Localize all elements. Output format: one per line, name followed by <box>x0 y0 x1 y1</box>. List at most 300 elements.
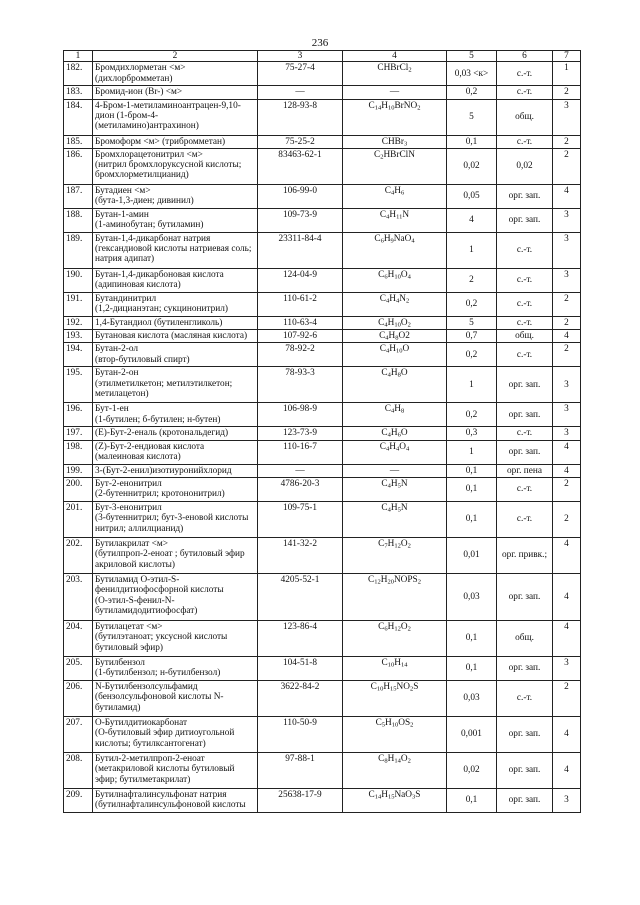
row-number-cell: 205. <box>64 657 93 681</box>
formula-symbol: H <box>394 658 401 669</box>
hazard-class-cell: 2 <box>553 343 581 367</box>
column-number-row <box>64 51 581 62</box>
formula-subscript: 2 <box>417 578 421 586</box>
substance-name-cell: Бромхлорацетонитрил <м> (нитрил бромхлоруксусной кислоты; бромхлорметилцианид) <box>93 148 258 184</box>
cas-number-cell: 75-25-2 <box>258 135 343 148</box>
formula-cell <box>343 292 447 316</box>
harm-indicator-cell: орг. зап. <box>497 184 553 208</box>
formula-symbol: H <box>387 754 395 765</box>
formula-symbol: C <box>378 754 385 765</box>
harm-indicator-cell: общ. <box>497 621 553 657</box>
formula-symbol: S <box>415 790 421 801</box>
formula-symbol: BrNO <box>394 100 418 111</box>
formula-subscript: 4 <box>384 321 388 329</box>
harm-indicator-cell: с.-т. <box>497 62 553 86</box>
formula-cell <box>343 538 447 574</box>
formula-symbol: CHBrCl <box>377 63 409 74</box>
row-number-cell: 189. <box>64 232 93 268</box>
formula-symbol: C <box>370 682 377 693</box>
cas-number-cell: 106-99-0 <box>258 184 343 208</box>
cas-number-cell: 4205-52-1 <box>258 574 343 621</box>
hazard-class-cell: 4 <box>553 464 581 477</box>
table-row <box>64 621 581 657</box>
formula-symbol: O <box>400 269 408 280</box>
formula-cell <box>343 148 447 184</box>
formula-symbol: HBrClN <box>383 149 415 160</box>
row-number-cell: 186. <box>64 148 93 184</box>
table-body <box>64 62 581 813</box>
formula-subscript: 4 <box>395 297 400 305</box>
cas-number-cell: 110-61-2 <box>258 292 343 316</box>
formula-cell <box>343 99 447 135</box>
column-header: 5 <box>447 51 497 62</box>
substance-name-cell: Бутилбензол (1-бутилбензол; н-бутилбензол) <box>93 657 258 681</box>
formula-subscript: 2 <box>380 153 384 161</box>
harm-indicator-cell: орг. зап. <box>497 657 553 681</box>
formula-subscript: 5 <box>397 482 401 490</box>
formula-symbol: C <box>379 344 386 355</box>
harm-indicator-cell: орг. привк.; <box>497 538 553 574</box>
table-row <box>64 330 581 343</box>
formula-symbol: H <box>390 368 398 379</box>
formula-symbol: O <box>400 539 408 550</box>
cas-number-cell: 110-50-9 <box>258 717 343 753</box>
formula-symbol: H <box>380 575 388 586</box>
norm-value-cell: 5 <box>447 316 497 329</box>
hazard-class-cell: 4 <box>553 440 581 464</box>
formula-subscript: 10 <box>394 321 401 329</box>
formula-subscript: 4 <box>390 407 395 415</box>
table-row <box>64 86 581 99</box>
table-row <box>64 148 581 184</box>
formula-cell <box>343 86 447 99</box>
formula-symbol: C <box>379 209 387 220</box>
formula-symbol: O <box>400 317 408 328</box>
formula-cell <box>343 478 447 502</box>
norm-value-cell: 0,1 <box>447 789 497 813</box>
norm-value-cell: 2 <box>447 268 497 292</box>
formula-cell <box>343 440 447 464</box>
formula-symbol: H <box>390 503 398 514</box>
harm-indicator-cell: с.-т. <box>497 427 553 440</box>
table-row <box>64 208 581 232</box>
table-row <box>64 464 581 477</box>
formula-subscript: 8 <box>395 334 399 342</box>
formula-cell <box>343 208 447 232</box>
cas-number-cell: 75-27-4 <box>258 62 343 86</box>
norm-value-cell: 0,001 <box>447 717 497 753</box>
hazard-class-cell: 4 <box>553 717 581 753</box>
norm-value-cell: 0,1 <box>447 621 497 657</box>
formula-cell <box>343 789 447 813</box>
norm-value-cell: 0,03 <box>447 574 497 621</box>
substance-name-cell: N-Бутилбензолсульфамид (бензолсульфоновой кислоты N- бутиламид) <box>93 681 258 717</box>
formula-symbol: NOPS <box>393 575 418 586</box>
table-row <box>64 62 581 86</box>
table-row <box>64 403 581 427</box>
formula-cell <box>343 232 447 268</box>
formula-subscript: 9 <box>390 237 394 245</box>
hazard-class-cell: 4 <box>553 753 581 789</box>
formula-subscript: 6 <box>400 189 405 197</box>
hazard-class-cell: 2 <box>553 292 581 316</box>
formula-symbol: H <box>381 100 388 111</box>
formula-subscript: 4 <box>385 334 389 342</box>
formula-symbol: H <box>387 622 395 633</box>
cas-number-cell: 83463-62-1 <box>258 148 343 184</box>
formula-symbol: C <box>368 100 375 111</box>
formula-symbol: C <box>374 149 381 160</box>
substance-name-cell: Бутилакрилат <м> (бутилпроп-2-еноат ; бутиловый эфир акриловой кислоты) <box>93 538 258 574</box>
hazard-class-cell: 3 <box>553 268 581 292</box>
formula-symbol: OS <box>398 718 411 729</box>
formula-symbol: C <box>378 539 385 550</box>
row-number-cell: 184. <box>64 99 93 135</box>
cas-number-cell: 123-86-4 <box>258 621 343 657</box>
formula-symbol: H <box>381 790 388 801</box>
norm-value-cell: 0,01 <box>447 538 497 574</box>
formula-symbol: O <box>400 754 408 765</box>
cas-number-cell: 78-93-3 <box>258 367 343 403</box>
hazard-class-cell: 4 <box>553 538 581 574</box>
cas-number-cell: 25638-17-9 <box>258 789 343 813</box>
hygiene-standards-table <box>63 50 581 813</box>
formula-subscript: 4 <box>390 189 395 197</box>
formula-symbol: H <box>389 293 396 304</box>
formula-cell <box>343 464 447 477</box>
formula-symbol: H <box>389 209 397 220</box>
norm-value-cell: 0,1 <box>447 502 497 538</box>
formula-subscript: 14 <box>374 793 382 801</box>
harm-indicator-cell: 0,02 <box>497 148 553 184</box>
table-row <box>64 789 581 813</box>
row-number-cell: 193. <box>64 330 93 343</box>
substance-name-cell: (Е)-Бут-2-еналь (кротональдегид) <box>93 427 258 440</box>
table-row <box>64 657 581 681</box>
row-number-cell: 199. <box>64 464 93 477</box>
table-row <box>64 343 581 367</box>
cas-number-cell: 124-04-9 <box>258 268 343 292</box>
formula-subscript: 12 <box>394 542 401 550</box>
substance-name-cell: Бутан-1-амин (1-аминобутан; бутиламин) <box>93 208 258 232</box>
formula-symbol: NaO <box>394 790 413 801</box>
substance-name-cell: Бутан-2-он (этилметилкетон; метилэтилкетон; метилацетон) <box>93 367 258 403</box>
formula-symbol: H <box>389 441 396 452</box>
cas-number-cell: 141-32-2 <box>258 538 343 574</box>
formula-subscript: 15 <box>387 793 395 801</box>
formula-cell <box>343 403 447 427</box>
formula-subscript: 12 <box>394 625 401 633</box>
harm-indicator-cell: орг. зап. <box>497 403 553 427</box>
formula-cell <box>343 427 447 440</box>
formula-symbol: C <box>379 331 386 342</box>
row-number-cell: 187. <box>64 184 93 208</box>
formula-symbol: C <box>374 233 381 244</box>
harm-indicator-cell: с.-т. <box>497 268 553 292</box>
formula-symbol: O <box>400 428 408 439</box>
formula-cell <box>343 621 447 657</box>
row-number-cell: 190. <box>64 268 93 292</box>
hazard-class-cell: 2 <box>553 316 581 329</box>
norm-value-cell: 1 <box>447 367 497 403</box>
formula-subscript: 4 <box>405 445 410 453</box>
harm-indicator-cell: орг. зап. <box>497 208 553 232</box>
formula-subscript: 4 <box>386 213 390 221</box>
row-number-cell: 191. <box>64 292 93 316</box>
table-row <box>64 681 581 717</box>
formula-subscript: 2 <box>407 542 411 550</box>
formula-subscript: 12 <box>374 578 381 586</box>
table-row <box>64 427 581 440</box>
row-number-cell: 208. <box>64 753 93 789</box>
formula-subscript: 10 <box>387 661 395 669</box>
formula-symbol: C <box>378 269 385 280</box>
formula-subscript: 6 <box>384 273 388 281</box>
formula-subscript: 4 <box>386 445 390 453</box>
harm-indicator-cell: с.-т. <box>497 135 553 148</box>
formula-subscript: 4 <box>407 273 411 281</box>
norm-value-cell: 0,2 <box>447 403 497 427</box>
table-row <box>64 268 581 292</box>
substance-name-cell: Бут-2-енонитрил (2-бутеннитрил; кротононитрил) <box>93 478 258 502</box>
norm-value-cell: 0,2 <box>447 86 497 99</box>
formula-symbol: N <box>400 503 408 514</box>
formula-subscript: 14 <box>374 104 382 112</box>
cas-number-cell: — <box>258 464 343 477</box>
formula-symbol: — <box>389 465 400 476</box>
formula-symbol: C <box>381 368 388 379</box>
harm-indicator-cell: с.-т. <box>497 502 553 538</box>
formula-subscript: 6 <box>384 625 388 633</box>
substance-name-cell: 3-(Бут-2-енил)изотиуронийхлорид <box>93 464 258 477</box>
formula-symbol: — <box>389 87 400 98</box>
formula-subscript: 4 <box>386 297 390 305</box>
formula-cell <box>343 502 447 538</box>
formula-subscript: 2 <box>407 321 411 329</box>
table-row <box>64 232 581 268</box>
formula-subscript: 20 <box>387 578 394 586</box>
norm-value-cell: 0,1 <box>447 478 497 502</box>
norm-value-cell: 0,1 <box>447 135 497 148</box>
formula-symbol: O <box>400 622 408 633</box>
formula-symbol: C <box>381 428 388 439</box>
formula-symbol: H <box>388 331 396 342</box>
substance-name-cell: Бутандинитрил (1,2-дицианэтан; сукцинонитрил) <box>93 292 258 316</box>
formula-subscript: 3 <box>403 140 408 148</box>
table-row <box>64 502 581 538</box>
cas-number-cell: 97-88-1 <box>258 753 343 789</box>
formula-subscript: 2 <box>405 297 410 305</box>
row-number-cell: 188. <box>64 208 93 232</box>
formula-cell <box>343 657 447 681</box>
formula-subscript: 4 <box>386 347 390 355</box>
hazard-class-cell: 3 <box>553 208 581 232</box>
substance-name-cell: Бромид-ион (Br-) <м> <box>93 86 258 99</box>
substance-name-cell: 4-Бром-1-метиламиноантрацен-9,10- дион (1-бром-4- (метиламино)антрахинон) <box>93 99 258 135</box>
cas-number-cell: 123-73-9 <box>258 427 343 440</box>
harm-indicator-cell: орг. зап. <box>497 717 553 753</box>
formula-cell <box>343 62 447 86</box>
substance-name-cell: Бут-3-енонитрил (3-бутеннитрил; бут-3-еновой кислоты нитрил; аллилцианид) <box>93 502 258 538</box>
row-number-cell: 209. <box>64 789 93 813</box>
harm-indicator-cell: орг. зап. <box>497 440 553 464</box>
formula-subscript: 6 <box>397 431 401 439</box>
cas-number-cell: 23311-84-4 <box>258 232 343 268</box>
formula-symbol: H <box>389 344 396 355</box>
hazard-class-cell: 2 <box>553 478 581 502</box>
hazard-class-cell: 3 <box>553 427 581 440</box>
hazard-class-cell: 4 <box>553 330 581 343</box>
hazard-class-cell: 3 <box>553 789 581 813</box>
formula-subscript: 8 <box>397 371 401 379</box>
hazard-class-cell: 2 <box>553 86 581 99</box>
formula-cell <box>343 574 447 621</box>
row-number-cell: 200. <box>64 478 93 502</box>
formula-subscript: 4 <box>395 445 400 453</box>
table-row <box>64 717 581 753</box>
formula-subscript: 2 <box>410 721 414 729</box>
formula-subscript: 4 <box>387 371 391 379</box>
formula-symbol: C <box>379 293 386 304</box>
formula-symbol: O2 <box>398 331 410 342</box>
norm-value-cell: 0,05 <box>447 184 497 208</box>
table-row <box>64 135 581 148</box>
substance-name-cell: (Z)-Бут-2-ендиовая кислота (малеиновая кислота) <box>93 440 258 464</box>
cas-number-cell: 4786-20-3 <box>258 478 343 502</box>
formula-subscript: 14 <box>394 757 401 765</box>
cas-number-cell: — <box>258 86 343 99</box>
formula-symbol: O <box>399 441 406 452</box>
formula-cell <box>343 184 447 208</box>
table-row <box>64 367 581 403</box>
formula-symbol: H <box>383 682 391 693</box>
cas-number-cell: 109-73-9 <box>258 208 343 232</box>
formula-symbol: S <box>413 682 419 693</box>
formula-cell <box>343 717 447 753</box>
column-header: 4 <box>343 51 447 62</box>
formula-subscript: 2 <box>409 685 414 693</box>
row-number-cell: 201. <box>64 502 93 538</box>
hazard-class-cell: 2 <box>553 681 581 717</box>
formula-subscript: 4 <box>387 482 391 490</box>
norm-value-cell: 0,3 <box>447 427 497 440</box>
formula-cell <box>343 753 447 789</box>
hazard-class-cell: 4 <box>553 184 581 208</box>
norm-value-cell: 0,03 <к> <box>447 62 497 86</box>
harm-indicator-cell: с.-т. <box>497 316 553 329</box>
hazard-class-cell: 4 <box>553 621 581 657</box>
norm-value-cell: 0,1 <box>447 464 497 477</box>
table-row <box>64 316 581 329</box>
harm-indicator-cell: с.-т. <box>497 478 553 502</box>
hazard-class-cell: 3 <box>553 403 581 427</box>
formula-symbol: N <box>399 293 406 304</box>
formula-symbol: C <box>379 441 386 452</box>
norm-value-cell: 1 <box>447 440 497 464</box>
norm-value-cell: 5 <box>447 99 497 135</box>
formula-symbol: C <box>368 790 375 801</box>
cas-number-cell: 104-51-8 <box>258 657 343 681</box>
formula-subscript: 5 <box>381 721 386 729</box>
formula-symbol: O <box>402 344 410 355</box>
norm-value-cell: 4 <box>447 208 497 232</box>
formula-cell <box>343 268 447 292</box>
formula-cell <box>343 367 447 403</box>
harm-indicator-cell: с.-т. <box>497 343 553 367</box>
formula-symbol: H <box>385 718 392 729</box>
substance-name-cell: Бутан-2-ол (втор-бутиловый спирт) <box>93 343 258 367</box>
harm-indicator-cell: с.-т. <box>497 232 553 268</box>
norm-value-cell: 0,2 <box>447 292 497 316</box>
table-row <box>64 440 581 464</box>
substance-name-cell: Бут-1-ен (1-бутилен; б-бутилен; н-бутен) <box>93 403 258 427</box>
harm-indicator-cell: общ. <box>497 99 553 135</box>
harm-indicator-cell: орг. пена <box>497 464 553 477</box>
substance-name-cell: Бутан-1,4-дикарбоновая кислота (адипиновая кислота) <box>93 268 258 292</box>
harm-indicator-cell: орг. зап. <box>497 753 553 789</box>
hazard-class-cell: 1 <box>553 62 581 86</box>
formula-subscript: 2 <box>408 66 412 74</box>
formula-symbol: NO <box>396 682 410 693</box>
cas-number-cell: 128-93-8 <box>258 99 343 135</box>
hazard-class-cell: 3 <box>553 367 581 403</box>
formula-subscript: 2 <box>417 104 421 112</box>
column-header: 3 <box>258 51 343 62</box>
substance-name-cell: Бромоформ <м> (трибромметан) <box>93 135 258 148</box>
harm-indicator-cell: орг. зап. <box>497 574 553 621</box>
row-number-cell: 203. <box>64 574 93 621</box>
formula-cell <box>343 316 447 329</box>
formula-symbol: C <box>375 718 382 729</box>
substance-name-cell: Бутановая кислота (масляная кислота) <box>93 330 258 343</box>
substance-name-cell: Бутадиен <м> (бута-1,3-диен; дивинил) <box>93 184 258 208</box>
table-row <box>64 538 581 574</box>
formula-symbol: H <box>394 404 401 415</box>
formula-subscript: 10 <box>387 104 395 112</box>
formula-subscript: 8 <box>400 407 405 415</box>
formula-symbol: H <box>394 185 401 196</box>
formula-cell <box>343 681 447 717</box>
row-number-cell: 185. <box>64 135 93 148</box>
formula-symbol: C <box>381 658 388 669</box>
column-header: 1 <box>64 51 93 62</box>
row-number-cell: 198. <box>64 440 93 464</box>
formula-symbol: H <box>383 233 391 244</box>
table-row <box>64 184 581 208</box>
row-number-cell: 192. <box>64 316 93 329</box>
cas-number-cell: 78-92-2 <box>258 343 343 367</box>
formula-symbol: C <box>381 503 388 514</box>
formula-subscript: 14 <box>400 661 408 669</box>
cas-number-cell: 107-92-6 <box>258 330 343 343</box>
norm-value-cell: 0,2 <box>447 343 497 367</box>
table-row <box>64 753 581 789</box>
formula-subscript: 11 <box>396 213 403 221</box>
hazard-class-cell: 4 <box>553 574 581 621</box>
formula-symbol: H <box>387 539 395 550</box>
formula-symbol: N <box>400 479 408 490</box>
page-number: 236 <box>311 37 329 49</box>
hazard-class-cell: 3 <box>553 99 581 135</box>
formula-symbol: NaO <box>393 233 412 244</box>
column-header: 2 <box>93 51 258 62</box>
formula-symbol: N <box>402 209 410 220</box>
cas-number-cell: 110-63-4 <box>258 316 343 329</box>
formula-symbol: H <box>387 269 395 280</box>
cas-number-cell: 110-16-7 <box>258 440 343 464</box>
formula-cell <box>343 330 447 343</box>
row-number-cell: 207. <box>64 717 93 753</box>
